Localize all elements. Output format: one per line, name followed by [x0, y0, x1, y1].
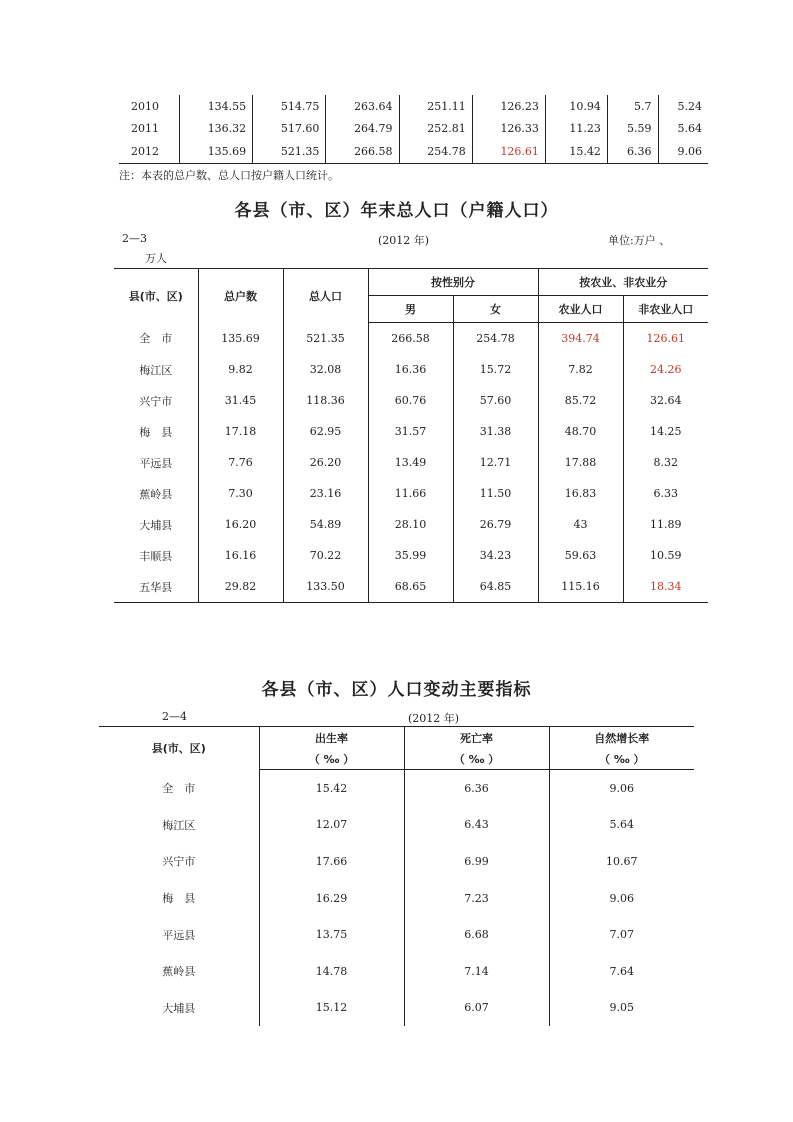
table-row: 平远县 7.76 26.20 13.49 12.71 17.88 8.32: [114, 447, 708, 478]
table-unit: 单位:万户 、: [608, 234, 671, 247]
table-year: (2012 年): [408, 712, 460, 725]
table-row: 五华县 29.82 133.50 68.65 64.85 115.16 18.34: [114, 571, 708, 603]
table-row: 梅江区 9.82 32.08 16.36 15.72 7.82 24.26: [114, 354, 708, 385]
table-row: 兴宁市 31.45 118.36 60.76 57.60 85.72 32.64: [114, 385, 708, 416]
col-header-birth-rate: 出生率: [259, 727, 404, 749]
col-header-death-rate: 死亡率: [404, 727, 549, 749]
table-row: 大埔县 16.20 54.89 28.10 26.79 43 11.89: [114, 509, 708, 540]
year-cell: 2010: [131, 99, 159, 113]
previous-table: [119, 95, 708, 164]
col-header-agri: 农业人口: [538, 296, 623, 323]
county-population-table: [114, 268, 708, 603]
table-row: 蕉岭县 14.78 7.14 7.64: [99, 953, 694, 990]
unit-label: （ ‰ ）: [404, 748, 549, 770]
col-header-by-type: 按农业、非农业分: [538, 269, 708, 296]
population-change-table: [99, 726, 694, 1026]
col-header-by-sex: 按性别分: [368, 269, 538, 296]
year-cell: 2011: [131, 122, 159, 136]
table-row: 全 市 135.69 521.35 266.58 254.78 394.74 126.61: [114, 323, 708, 355]
table-note: 注：本表的总户数、总人口按户籍人口统计。: [119, 169, 339, 182]
col-header-female: 女: [453, 296, 538, 323]
table-row: 2011 136.32 517.60 264.79 252.81 126.33 11.23 5.59 5.64: [119, 118, 708, 141]
col-header-county: 县(市、区): [99, 727, 259, 770]
table-2-3-title: 各县（市、区）年末总人口（户籍人口）: [234, 201, 559, 221]
year-cell: 2012: [119, 140, 180, 163]
col-header-population: 总人口: [283, 269, 368, 323]
table-row: 梅 县 16.29 7.23 9.06: [99, 880, 694, 917]
table-unit-cont: 万人: [145, 252, 167, 265]
unit-label: （ ‰ ）: [549, 748, 694, 770]
table-row: 平远县 13.75 6.68 7.07: [99, 916, 694, 953]
table-row: 大埔县 15.12 6.07 9.05: [99, 990, 694, 1027]
col-header-growth-rate: 自然增长率: [549, 727, 694, 749]
table-year: (2012 年): [378, 234, 430, 247]
col-header-county: 县(市、区): [114, 269, 198, 323]
table-number: 2—4: [162, 710, 187, 723]
table-number: 2—3: [122, 232, 147, 245]
table-row: 兴宁市 17.66 6.99 10.67: [99, 843, 694, 880]
table-row: 2012 135.69 521.35 266.58 254.78 126.61 15.42 6.36 9.06: [119, 140, 708, 163]
table-2-4-title: 各县（市、区）人口变动主要指标: [261, 680, 532, 700]
table-row: 2010 134.55 514.75 263.64 251.11 126.23 10.94 5.7 5.24: [119, 95, 708, 118]
table-row: 梅 县 17.18 62.95 31.57 31.38 48.70 14.25: [114, 416, 708, 447]
table-row: 丰顺县 16.16 70.22 35.99 34.23 59.63 10.59: [114, 540, 708, 571]
table-row: 梅江区 12.07 6.43 5.64: [99, 807, 694, 844]
col-header-male: 男: [368, 296, 453, 323]
unit-label: （ ‰ ）: [259, 748, 404, 770]
table-row: 蕉岭县 7.30 23.16 11.66 11.50 16.83 6.33: [114, 478, 708, 509]
table-row: 全 市 15.42 6.36 9.06: [99, 770, 694, 807]
col-header-households: 总户数: [198, 269, 283, 323]
col-header-nonagri: 非农业人口: [623, 296, 708, 323]
